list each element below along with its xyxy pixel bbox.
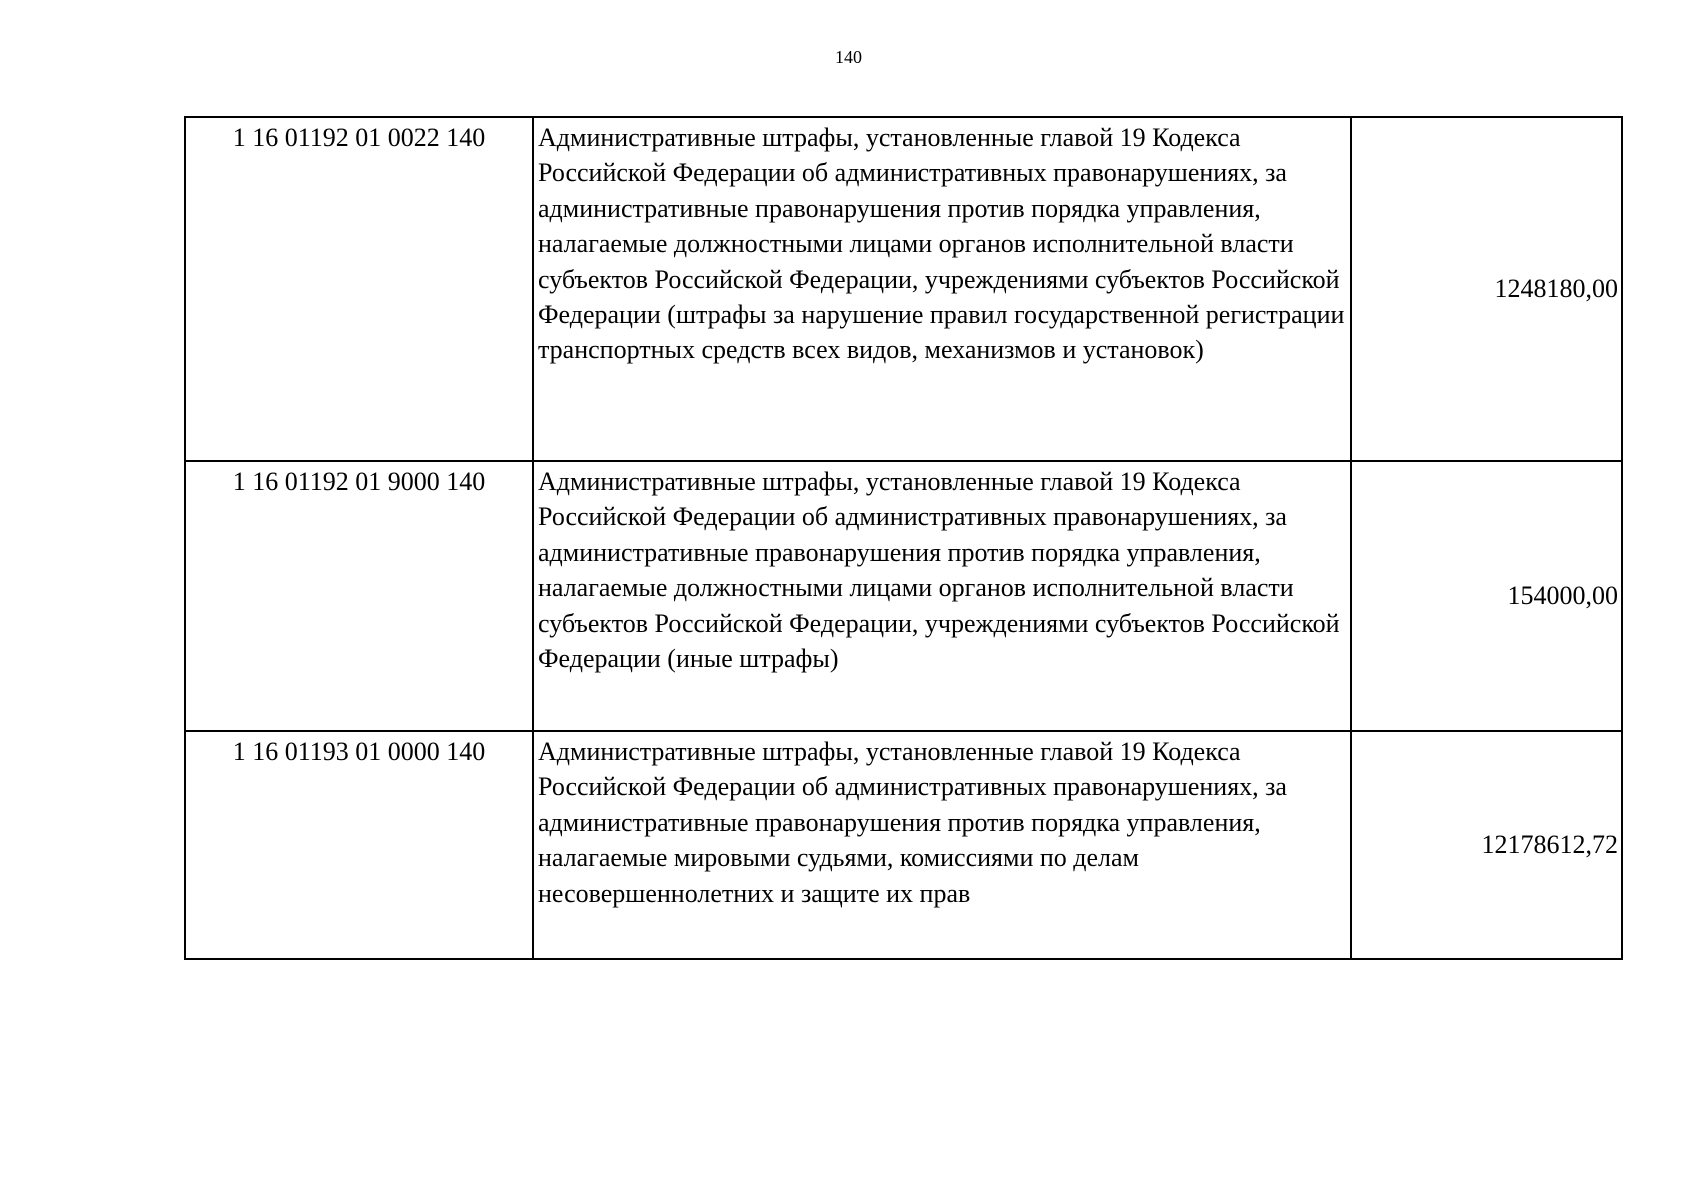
- description-cell: Административные штрафы, установленные главой 19 Кодекса Российской Федерации об административных правонарушениях, за административные правонарушения против порядка управления, налагаемые должностными лицами органов исполнительной власти субъектов Российской Федерации, учреждениями субъектов Российской Федерации (иные штрафы): [533, 461, 1351, 731]
- budget-code-cell: 1 16 01192 01 9000 140: [185, 461, 533, 731]
- budget-code-cell: 1 16 01192 01 0022 140: [185, 117, 533, 461]
- budget-code-cell: 1 16 01193 01 0000 140: [185, 731, 533, 959]
- page-number: 140: [835, 47, 862, 67]
- description-cell: Административные штрафы, установленные главой 19 Кодекса Российской Федерации об административных правонарушениях, за административные правонарушения против порядка управления, налагаемые должностными лицами органов исполнительной власти субъектов Российской Федерации, учреждениями субъектов Российской Федерации (штрафы за нарушение правил государственной регистрации транспортных средств всех видов, механизмов и установок): [533, 117, 1351, 461]
- amount-cell: 1248180,00: [1351, 117, 1622, 461]
- table-row: [185, 461, 1622, 731]
- table-row: [185, 731, 1622, 959]
- table-row: [185, 117, 1622, 461]
- amount-cell: 154000,00: [1351, 461, 1622, 731]
- description-cell: Административные штрафы, установленные главой 19 Кодекса Российской Федерации об административных правонарушениях, за административные правонарушения против порядка управления, налагаемые мировыми судьями, комиссиями по делам несовершеннолетних и защите их прав: [533, 731, 1351, 959]
- revenue-table: [184, 116, 1623, 960]
- amount-cell: 12178612,72: [1351, 731, 1622, 959]
